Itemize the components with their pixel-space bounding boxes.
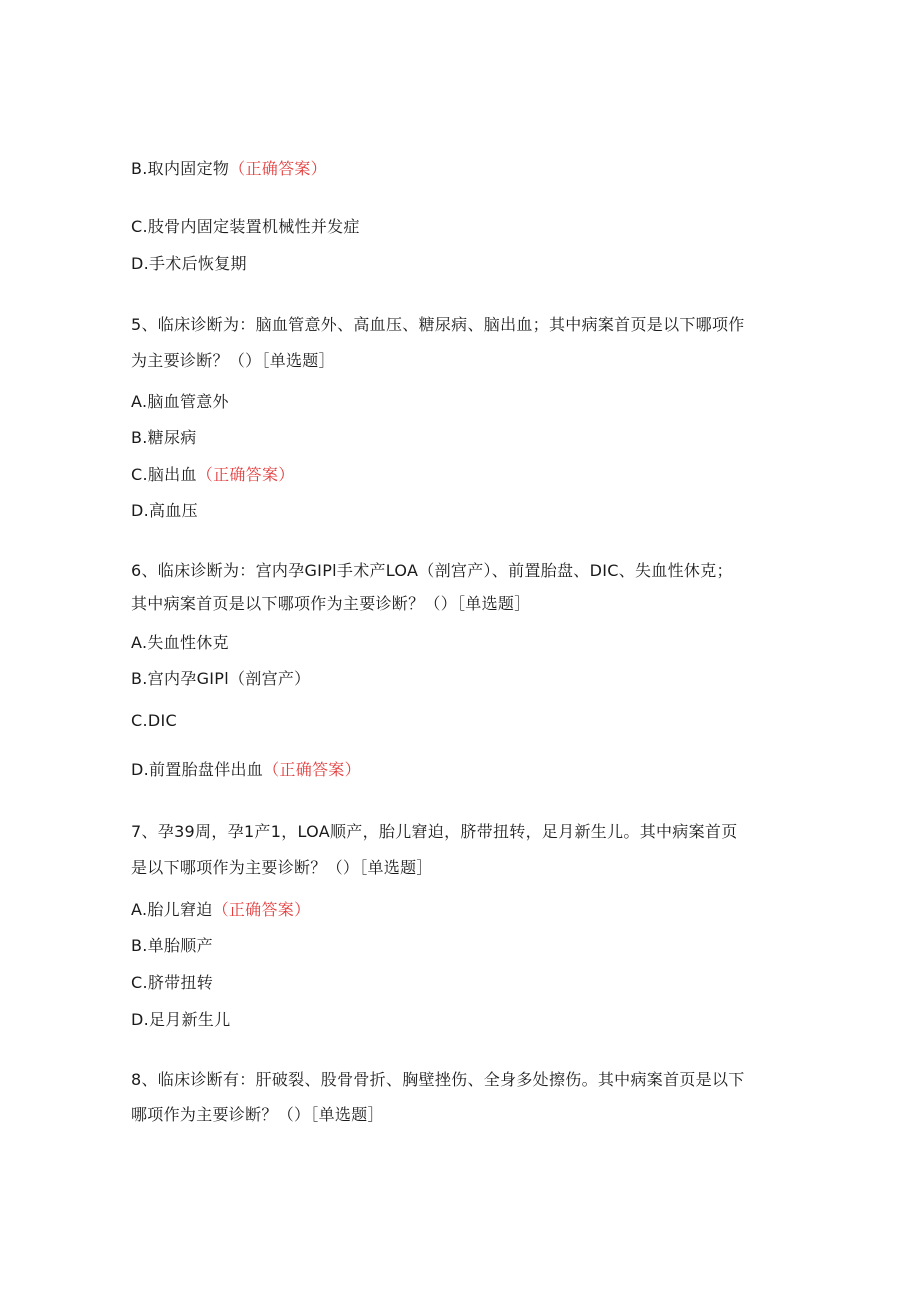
q5-stem-line1: 5、临床诊断为：脑血管意外、高血压、糖尿病、脑出血；其中病案首页是以下哪项作 xyxy=(131,315,745,334)
q6-stem-line2: 其中病案首页是以下哪项作为主要诊断？（）［单选题］ xyxy=(131,594,531,613)
option-text: A.脑血管意外 xyxy=(131,392,229,411)
option-text: B.取内固定物 xyxy=(131,159,230,178)
option-text: D.前置胎盘伴出血 xyxy=(131,760,264,779)
option-text: B.宫内孕GIPl（剖宫产） xyxy=(131,669,311,688)
correct-answer-tag: （正确答案） xyxy=(263,760,361,779)
q7-stem-line1: 7、孕39周，孕1产1，LOA顺产，胎儿窘迫，脐带扭转，足月新生儿。其中病案首页 xyxy=(131,822,738,841)
q7-option-a xyxy=(131,899,310,921)
q5-option-c xyxy=(131,464,295,486)
option-text: C.DIC xyxy=(131,711,177,730)
q6-option-b xyxy=(131,668,310,690)
correct-answer-tag: （正确答案） xyxy=(212,900,311,919)
q4-option-c xyxy=(131,216,360,238)
correct-answer-tag: （正确答案） xyxy=(229,159,327,178)
option-text: B.糖尿病 xyxy=(131,428,197,447)
option-text: A.胎儿窘迫 xyxy=(131,900,213,919)
q5-option-d xyxy=(131,500,198,522)
q6-option-c xyxy=(131,710,177,732)
option-text: A.失血性休克 xyxy=(131,633,229,652)
correct-answer-tag: （正确答案） xyxy=(196,465,295,484)
option-text: C.肢骨内固定装置机械性并发症 xyxy=(131,217,360,236)
q7-option-d xyxy=(131,1009,231,1031)
q8-stem-line2: 哪项作为主要诊断？（）［单选题］ xyxy=(131,1105,384,1124)
q7-stem-line2: 是以下哪项作为主要诊断？（）［单选题］ xyxy=(131,858,433,877)
option-text: C.脐带扭转 xyxy=(131,973,214,992)
q5-stem-line2: 为主要诊断？（）［单选题］ xyxy=(131,351,335,370)
q4-option-d xyxy=(131,253,247,275)
q6-option-a xyxy=(131,632,229,654)
option-text: D.足月新生儿 xyxy=(131,1010,231,1029)
option-text: C.脑出血 xyxy=(131,465,197,484)
option-text: D.高血压 xyxy=(131,501,198,520)
q7-option-c xyxy=(131,972,213,994)
q4-option-b xyxy=(131,158,327,180)
option-text: D.手术后恢复期 xyxy=(131,254,247,273)
q6-stem-line1: 6、临床诊断为：宫内孕GIPl手术产LOA（剖宫产）、前置胎盘、DIC、失血性休克； xyxy=(131,561,733,580)
q6-option-d xyxy=(131,759,361,781)
q8-stem-line1: 8、临床诊断有：肝破裂、股骨骨折、胸壁挫伤、全身多处擦伤。其中病案首页是以下 xyxy=(131,1070,745,1089)
q7-option-b xyxy=(131,935,213,957)
option-text: B.单胎顺产 xyxy=(131,936,213,955)
q5-option-b xyxy=(131,427,197,449)
q5-option-a xyxy=(131,391,229,413)
